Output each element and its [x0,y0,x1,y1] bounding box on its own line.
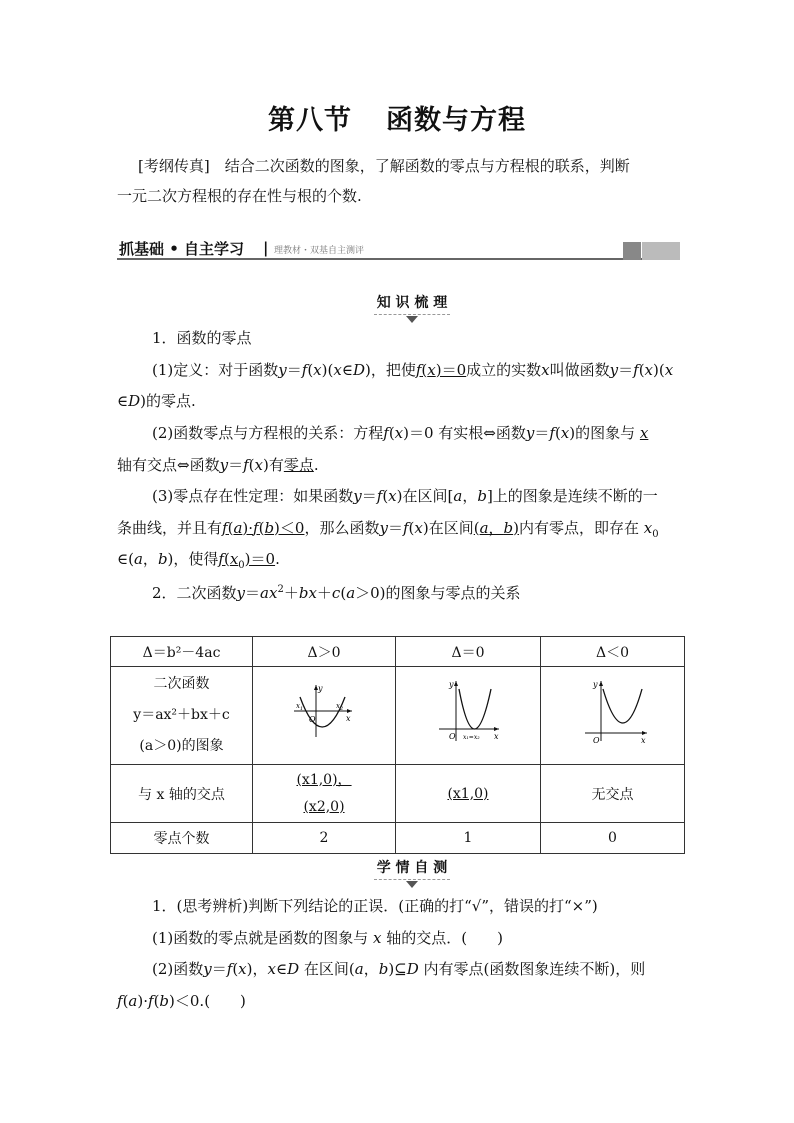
svg-text:y: y [318,684,323,693]
exercise-1-heading: 1．(思考辨析)判断下列结论的正误．(正确的打“√”，错误的打“×”) [152,897,598,915]
theorem-line3: ∈(a，b)，使得$f(x_0)=0$. [117,550,280,571]
section-banner: 抓基础 • 自主学习 | 理教材・双基自主测评 [117,236,680,262]
table-row-label: 零点个数 [111,823,253,854]
parabola-two-roots-graph [254,667,394,760]
table-row-label: 二次函数 y＝ax²＋bx＋c (a＞0)的图象 [111,667,253,765]
table-cell: (x1,0)， (x2,0) [253,765,396,823]
outline-line1: [考纲传真] 结合二次函数的图象，了解函数的零点与方程根的联系，判断 [138,157,630,175]
theorem-line2: 条曲线，并且有f(a)·f(b)＜0，那么函数y＝f(x)在区间(a，b)内有零点，即存在 $x_0$ [117,519,659,540]
graph-no-root [540,667,684,765]
item-2-heading: 2．二次函数$y=ax^2+bx+c(a>0)$的图象与零点的关系 [152,584,521,602]
svg-text:y: y [592,680,598,689]
discriminant-table [110,636,685,854]
parabola-no-root-graph [541,667,684,760]
banner-sub: 理教材・双基自主测评 [274,246,365,256]
table-cell: 1 [396,823,541,854]
theorem-line1: (3)零点存在性定理：如果函数y＝f(x)在区间[a，b]上的图象是连续不断的一 [152,487,658,505]
graph-one-root [396,667,541,765]
table-row-label: 与 x 轴的交点 [111,765,253,823]
section-heading-self-test: 学 情 自 测 [352,857,472,877]
svg-text:y: y [448,680,454,689]
parabola-one-root-graph [397,667,539,760]
svg-text:x: x [640,736,646,745]
svg-text:x: x [296,702,300,710]
svg-text:O: O [592,736,600,745]
graph-two-roots [253,667,396,765]
table-header-cell: Δ＞0 [253,637,396,667]
table-cell: 0 [540,823,684,854]
definition-line2: ∈D)的零点. [117,392,196,410]
definition-line1: (1)定义：对于函数y＝f(x)(x∈D)，把使f(x)＝0成立的实数x叫做函数y＝f(x)(x [152,361,674,379]
svg-text:O: O [309,715,316,724]
table-header-cell: Δ＝0 [396,637,541,667]
svg-text:x₁=x₂: x₁=x₂ [462,734,480,741]
table-cell: 无交点 [540,765,684,823]
svg-text:x: x [336,702,340,710]
svg-text:2: 2 [340,706,344,712]
table-cell: (x1,0) [396,765,541,823]
exercise-1-item-2-line1: (2)函数y＝f(x)，x∈D 在区间(a，b)⊆D 内有零点(函数图象连续不断)，则 [152,960,646,978]
svg-text:x: x [493,732,499,741]
section-heading-knowledge: 知 识 梳 理 [352,292,472,312]
table-cell: 2 [253,823,396,854]
exercise-1-item-1: (1)函数的零点就是函数的图象与 x 轴的交点．( ) [152,929,503,947]
exercise-1-item-2-line2: f(a)·f(b)＜0.( ) [117,992,246,1010]
outline-line2: 一元二次方程根的存在性与根的个数. [117,187,362,205]
outline-tag: [考纲传真] [138,157,210,175]
item-1-heading: 1．函数的零点 [152,329,252,347]
table-header-cell: Δ＜0 [540,637,684,667]
svg-text:O: O [448,732,456,741]
table-header-cell: Δ＝b²－4ac [111,637,253,667]
svg-text:x: x [346,714,351,723]
banner-tag: 抓基础 • 自主学习 [119,240,245,258]
page-title: 第八节 函数与方程 [268,105,526,136]
svg-text:1: 1 [300,706,304,712]
relation-line1: (2)函数零点与方程根的关系：方程f(x)＝0 有实根⇔函数y＝f(x)的图象与 x [152,424,649,442]
relation-line2: 轴有交点⇔函数y＝f(x)有零点. [117,456,319,474]
